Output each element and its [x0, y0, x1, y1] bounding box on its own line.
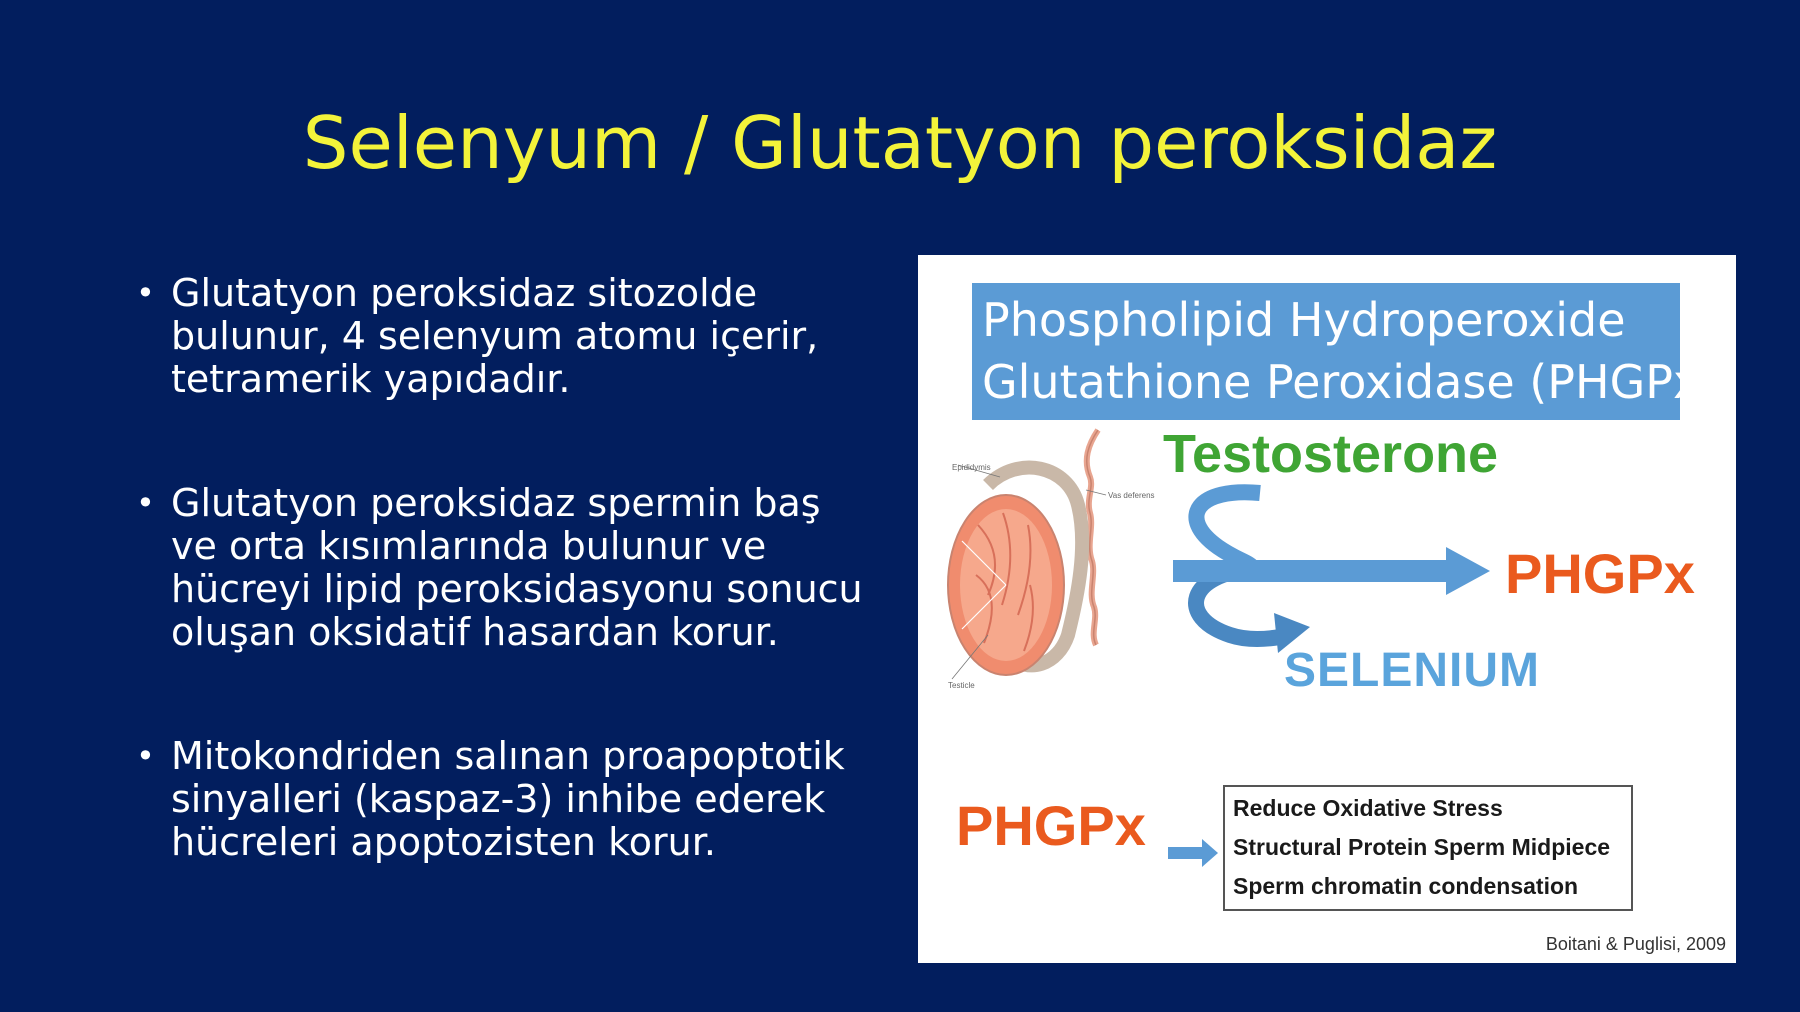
- banner-line-2: Glutathione Peroxidase (PHGPx): [982, 355, 1719, 409]
- bullet-list: [136, 272, 876, 945]
- phgpx-label-bottom: PHGPx: [956, 794, 1146, 857]
- citation: Boitani & Puglisi, 2009: [1545, 934, 1726, 954]
- bullet-item: • Mitokondriden salınan proapoptotik sinyalleri (kaspaz-3) inhibe ederek hücreleri apoptozisten korur.: [136, 735, 876, 864]
- vas-deferens-label: Vas deferens: [1108, 491, 1155, 500]
- effect-item: Sperm chromatin condensation: [1233, 873, 1579, 899]
- bullet-item: • Glutatyon peroksidaz sitozolde bulunur, 4 selenyum atomu içerir, tetramerik yapıdadır.: [136, 272, 876, 401]
- testosterone-label: Testosterone: [1163, 424, 1499, 484]
- banner-line-1: Phospholipid Hydroperoxide: [982, 293, 1626, 347]
- phgpx-label: PHGPx: [1505, 542, 1695, 605]
- phgpx-figure: [918, 255, 1736, 963]
- selenium-label: SELENIUM: [1284, 644, 1541, 697]
- small-right-arrow-icon: [1168, 839, 1218, 867]
- slide-title: Selenyum / Glutatyon peroksidaz: [302, 101, 1498, 185]
- effect-item: Reduce Oxidative Stress: [1233, 795, 1503, 821]
- testicle-label: Testicle: [948, 681, 975, 690]
- epididymis-label: Epididymis: [952, 463, 991, 472]
- effects-box: [1223, 785, 1633, 911]
- bullet-item: • Glutatyon peroksidaz spermin baş ve orta kısımlarında bulunur ve hücreyi lipid peroksidasyonu sonucu oluşan oksidatif hasardan korur.: [136, 482, 876, 654]
- effect-item: Structural Protein Sperm Midpiece: [1233, 834, 1611, 860]
